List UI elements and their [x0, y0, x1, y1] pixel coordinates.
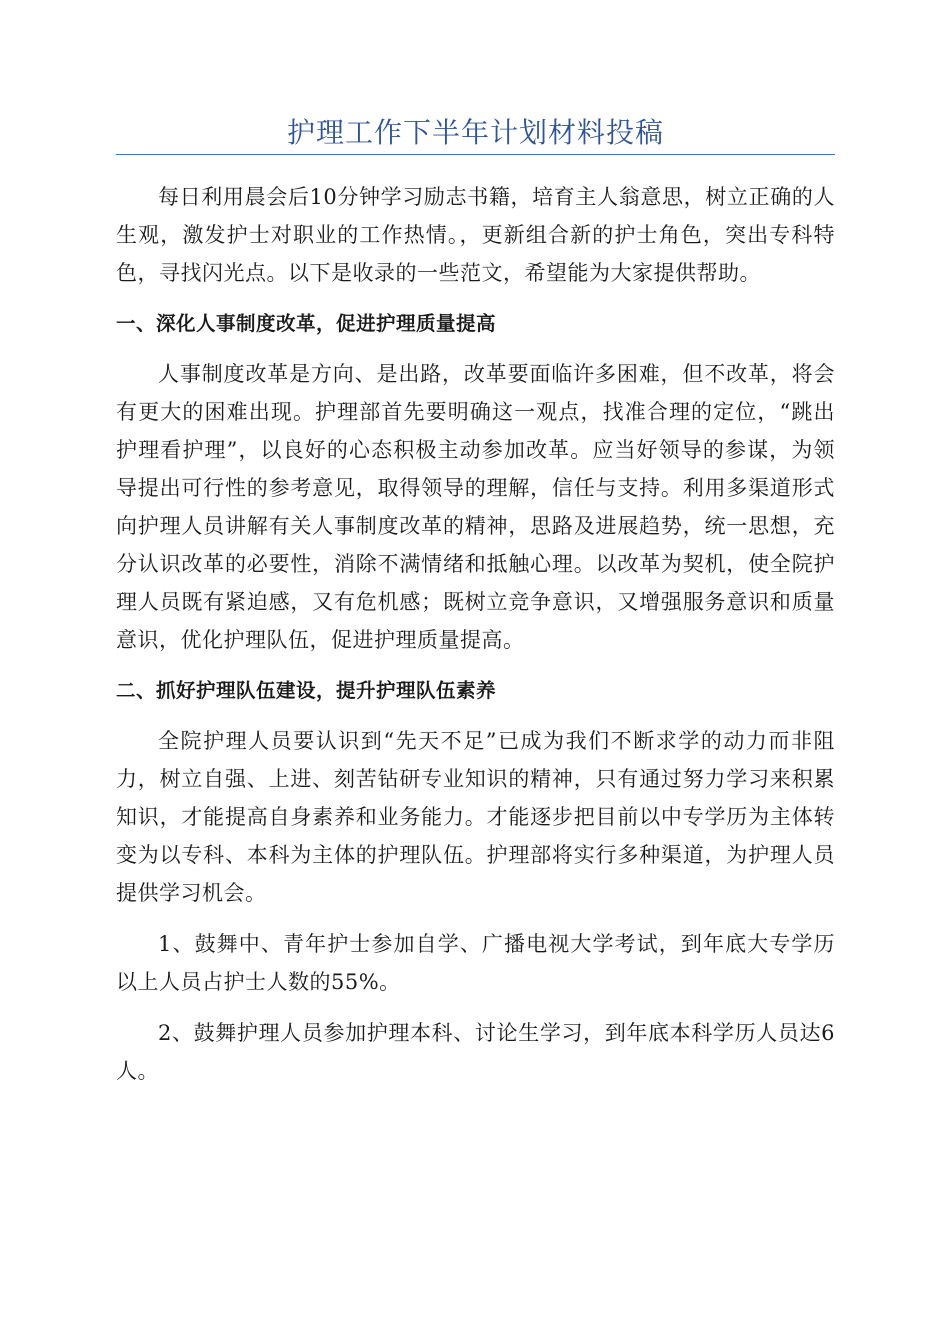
title-underline	[116, 154, 835, 155]
section-1-paragraph-1: 人事制度改革是方向、是出路，改革要面临许多困难，但不改革，将会有更大的困难出现。护理部首先要明确这一观点，找准合理的定位，“跳出护理看护理”，以良好的心态积极主动参加改革。应当好领导的参谋，为领导提出可行性的参考意见，取得领导的理解，信任与支持。利用多渠道形式向护理人员讲解有关人事制度改革的精神，思路及进展趋势，统一思想，充分认识改革的必要性，消除不满情绪和抵触心理。以改革为契机，使全院护理人员既有紧迫感，又有危机感；既树立竞争意识，又增强服务意识和质量意识，优化护理队伍，促进护理质量提高。	[116, 362, 835, 652]
section-2-list-item-2: 2、鼓舞护理人员参加护理本科、讨论生学习，到年底本科学历人员达6人。	[116, 1021, 835, 1083]
section-2-paragraph-1: 全院护理人员要认识到“先天不足”已成为我们不断求学的动力而非阻力，树立自强、上进、刻苦钻研专业知识的精神，只有通过努力学习来积累知识，才能提高自身素养和业务能力。才能逐步把目前以中专学历为主体转变为以专科、本科为主体的护理队伍。护理部将实行多种渠道，为护理人员提供学习机会。	[116, 729, 835, 905]
section-heading-1: 一、深化人事制度改革，促进护理质量提高	[116, 312, 497, 335]
intro-paragraph: 每日利用晨会后10分钟学习励志书籍，培育主人翁意思，树立正确的人生观，激发护士对职业的工作热情。，更新组合新的护士角色，突出专科特色，寻找闪光点。以下是收录的一些范文，希望能为大家提供帮助。	[116, 185, 835, 285]
section-2-list-item-1: 1、鼓舞中、青年护士参加自学、广播电视大学考试，到年底大专学历以上人员占护士人数的55%。	[116, 932, 835, 994]
document-title: 护理工作下半年计划材料投稿	[286, 116, 664, 149]
document-body	[116, 178, 835, 1090]
section-heading-2: 二、抓好护理队伍建设，提升护理队伍素养	[116, 679, 497, 702]
